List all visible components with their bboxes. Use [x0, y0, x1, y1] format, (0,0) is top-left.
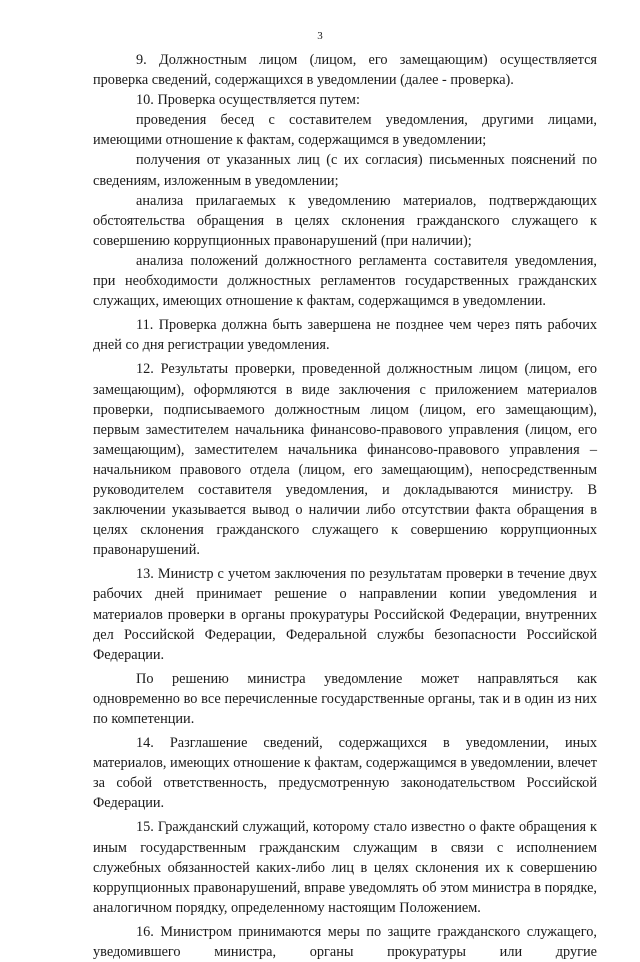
paragraph-15: 15. Гражданский служащий, которому стало известно о факте обращения к иным государственным гражданским служащим в связи с исполнением служебных обязанностей каких-либо лиц в целях склонения их к совершению коррупционных правонарушений, вправе уведомлять об этом министра в порядке, аналогичном порядку, определенному настоящим Положением. — [93, 819, 597, 916]
paragraph-10-item-4: анализа положений должностного регламента составителя уведомления, при необходимости должностных регламентов государственных гражданских служащих, имеющих отношение к фактам, содержащимся в уведомлении. — [93, 252, 597, 310]
paragraph-10-item-3: анализа прилагаемых к уведомлению материалов, подтверждающих обстоятельства обращения в целях склонения гражданского служащего к совершению коррупционных правонарушений (при наличии); — [93, 192, 597, 249]
paragraph-10: 10. Проверка осуществляется путем: — [136, 92, 360, 109]
paragraph-9: 9. Должностным лицом (лицом, его замещающим) осуществляется проверка сведений, содержащихся в уведомлении (далее - проверка). — [93, 52, 597, 89]
paragraph-16: 16. Министром принимаются меры по защите гражданского служащего, уведомившего министра, органы прокуратуры или другие — [93, 923, 597, 961]
paragraph-14: 14. Разглашение сведений, содержащихся в уведомлении, иных материалов, имеющих отношение к фактам, содержащимся в уведомлении, влечет за собой ответственность, предусмотренную законодательством Российской Федерации. — [93, 735, 597, 812]
paragraph-13: 13. Министр с учетом заключения по результатам проверки в течение двух рабочих дней принимает решение о направлении копии уведомления и материалов проверки в органы прокуратуры Российской Федерации, внутренних дел Российской Федерации, Федеральной службы безопасности Российской Федерации. — [93, 566, 597, 663]
page-number: 3 — [317, 30, 323, 42]
paragraph-10-item-1: проведения бесед с составителем уведомления, другими лицами, имеющими отношение к фактам, содержащимся в уведомлении; — [93, 112, 597, 149]
paragraph-12: 12. Результаты проверки, проведенной должностным лицом (лицом, его замещающим), оформляются в виде заключения с приложением материалов проверки, подписываемого должностным лицом (лицом, его замещающим), первым заместителем начальника финансово-правового управления (лицом, его замещающим), заместителем начальника финансово-правового управления – начальником правового отдела (лицом, его замещающим), непосредственным руководителем составителя уведомления, и докладываются министру. В заключении указывается вывод о наличии либо отсутствии факта обращения в целях склонения гражданского служащего к совершению коррупционных правонарушений. — [93, 361, 597, 559]
paragraph-10-item-2: получения от указанных лиц (с их согласия) письменных пояснений по сведениям, изложенным в уведомлении; — [93, 152, 597, 189]
document-body — [93, 50, 597, 962]
paragraph-13-note: По решению министра уведомление может направляться как одновременно во все перечисленные государственные органы, так и в один из них по компетенции. — [93, 670, 597, 727]
paragraph-11: 11. Проверка должна быть завершена не позднее чем через пять рабочих дней со дня регистрации уведомления. — [93, 317, 597, 354]
